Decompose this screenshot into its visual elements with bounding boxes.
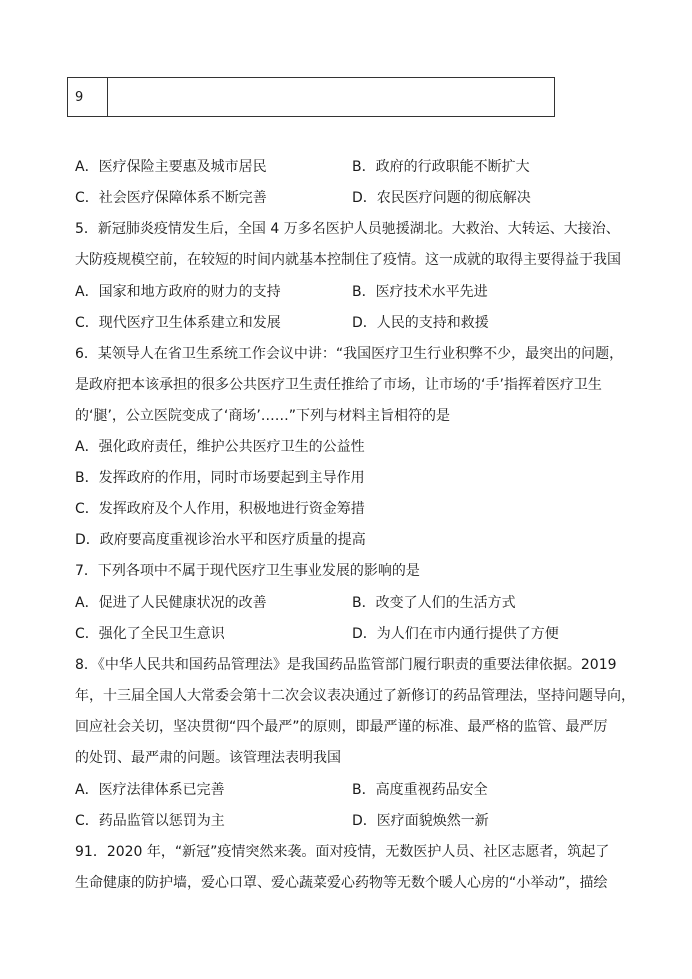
q8-stem-line-1: 8．《中华人民共和国药品管理法》是我国药品监管部门履行职责的重要法律依据。2019 xyxy=(75,657,617,673)
q7-option-a: A．促进了人民健康状况的改善 xyxy=(75,595,267,611)
q6-stem-line-1: 6．某领导人在省卫生系统工作会议中讲：“我国医疗卫生行业积弊不少，最突出的问题， xyxy=(75,346,624,362)
q5-option-d: D．人民的支持和救援 xyxy=(352,315,489,331)
q7-option-d: D．为人们在市内通行提供了方便 xyxy=(352,626,559,642)
q8-option-b: B．高度重视药品安全 xyxy=(352,782,488,798)
q5-stem-line-1: 5．新冠肺炎疫情发生后，全国 4 万多名医护人员驰援湖北。大救治、大转运、大接治、 xyxy=(75,221,620,237)
q7-stem-line-1: 7．下列各项中不属于现代医疗卫生事业发展的影响的是 xyxy=(75,563,420,579)
q5-option-a: A．国家和地方政府的财力的支持 xyxy=(75,284,281,300)
q6-option-a: A．强化政府责任，维护公共医疗卫生的公益性 xyxy=(75,439,365,455)
q6-option-b: B．发挥政府的作用，同时市场要起到主导作用 xyxy=(75,470,365,486)
table-empty-cell xyxy=(108,78,554,116)
q9-stem-line-2: 生命健康的防护墙，爱心口罩、爱心蔬菜爱心药物等无数个暖人心房的“小举动”，描绘 xyxy=(75,875,608,891)
answer-table xyxy=(67,77,555,117)
q8-option-d: D．医疗面貌焕然一新 xyxy=(352,813,489,829)
q8-option-c: C．药品监管以惩罚为主 xyxy=(75,813,225,829)
q4-option-c: C．社会医疗保障体系不断完善 xyxy=(75,190,267,206)
table-number-cell: 9 xyxy=(68,78,108,116)
q7-option-b: B．改变了人们的生活方式 xyxy=(352,595,516,611)
q5-option-c: C．现代医疗卫生体系建立和发展 xyxy=(75,315,281,331)
q5-option-b: B．医疗技术水平先进 xyxy=(352,284,488,300)
q8-option-a: A．医疗法律体系已完善 xyxy=(75,782,225,798)
q6-option-d: D．政府要高度重视诊治水平和医疗质量的提高 xyxy=(75,532,366,548)
q8-stem-line-2: 年，十三届全国人大常委会第十二次会议表决通过了新修订的药品管理法，坚持问题导向， xyxy=(75,688,635,704)
q6-stem-line-3: 的‘腿’，公立医院变成了‘商场’……”下列与材料主旨相符的是 xyxy=(75,408,451,424)
q9-stem-line-1: 91．2020 年，“新冠”疫情突然来袭。面对疫情，无数医护人员、社区志愿者，筑起了 xyxy=(75,844,610,860)
q5-stem-line-2: 大防疫规模空前，在较短的时间内就基本控制住了疫情。这一成就的取得主要得益于我国 xyxy=(75,252,621,268)
q7-option-c: C．强化了全民卫生意识 xyxy=(75,626,225,642)
q4-option-b: B．政府的行政职能不断扩大 xyxy=(352,159,530,175)
q8-stem-line-3: 回应社会关切，坚决贯彻“四个最严”的原则，即最严谨的标准、最严格的监管、最严厉 xyxy=(75,719,608,735)
q4-option-d: D．农民医疗问题的彻底解决 xyxy=(352,190,531,206)
q6-stem-line-2: 是政府把本该承担的很多公共医疗卫生责任推给了市场，让市场的‘手’指挥着医疗卫生 xyxy=(75,377,602,393)
q8-stem-line-4: 的处罚、最严肃的问题。该管理法表明我国 xyxy=(75,750,341,766)
q6-option-c: C．发挥政府及个人作用，积极地进行资金筹措 xyxy=(75,501,365,517)
q4-option-a: A．医疗保险主要惠及城市居民 xyxy=(75,159,267,175)
